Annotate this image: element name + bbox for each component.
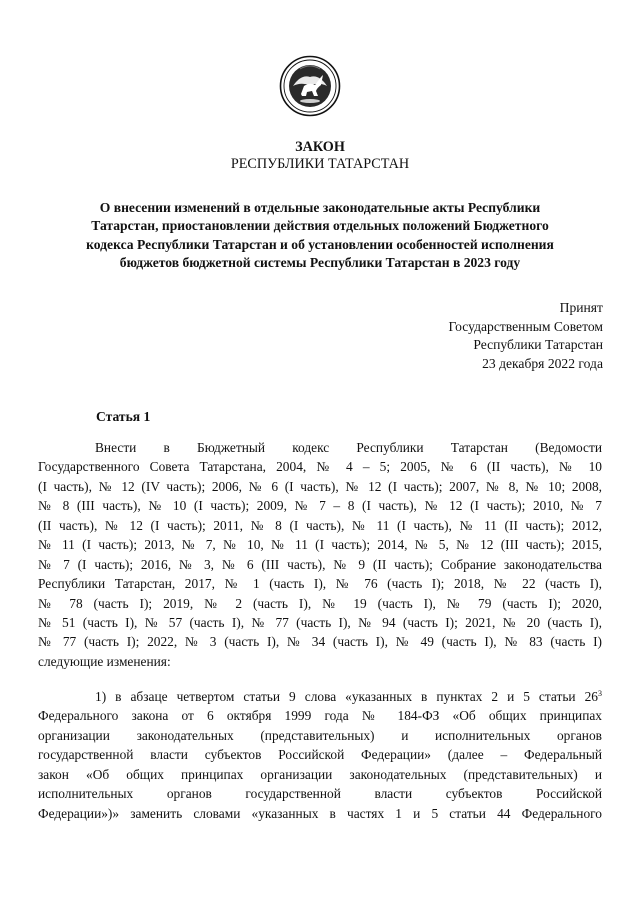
paragraph-line: № 7 (I часть); 2016, № 3, № 6 (III часть), № 9 (II часть); Собрание законодательства [38, 556, 602, 572]
superscript: 3 [598, 689, 602, 698]
adopted-by-republic: Республики Татарстан [473, 337, 603, 353]
adoption-block [448, 299, 603, 373]
paragraph-line: государственной власти субъектов Российской Федерации» (далее – Федеральный [38, 747, 602, 763]
paragraph-line: № 8 (III часть), № 10 (I часть); 2009, № 7 – 8 (I часть), № 12 (I часть); 2010, № 7 [38, 498, 602, 514]
paragraph-line: закон «Об общих принципах организации законодательных (представительных) и [38, 766, 602, 782]
paragraph-line: Государственного Совета Татарстана, 2004, № 4 – 5; 2005, № 6 (II часть), № 10 [38, 459, 602, 475]
heading-line: бюджетов бюджетной системы Республики Татарстан в 2023 году [119, 254, 521, 270]
heading-line: кодекса Республики Татарстан и об установлении особенностей исполнения [86, 236, 554, 252]
paragraph-line: № 77 (часть I); 2022, № 3 (часть I), № 34 (часть I), № 49 (часть I), № 83 (часть I) [38, 634, 602, 650]
paragraph-line: (II часть), № 12 (I часть); 2011, № 8 (I часть), № 11 (I часть), № 11 (II часть); 2012, [38, 517, 602, 533]
adoption-date: 23 декабря 2022 года [482, 355, 603, 371]
article-title: Статья 1 [96, 409, 151, 424]
article-paragraph-1 [38, 438, 602, 671]
law-heading [40, 199, 600, 272]
paragraph-line: № 51 (часть I), № 57 (часть I), № 77 (часть I), № 94 (часть I); 2021, № 20 (часть I), [38, 614, 602, 630]
paragraph-line: организации законодательных (представительных) и исполнительных органов [38, 727, 602, 743]
paragraph-line: исполнительных органов государственной власти субъектов Российской [38, 786, 602, 802]
law-title: ЗАКОН [295, 139, 345, 155]
coat-of-arms-icon [279, 55, 341, 117]
paragraph-line: Внести в Бюджетный кодекс Республики Татарстан (Ведомости [95, 440, 602, 455]
paragraph-line-first [38, 687, 602, 706]
paragraph-line: Федерации»)» заменить словами «указанных в частях 1 и 5 статьи 44 Федерального [38, 805, 602, 821]
adopted-label: Принят [559, 300, 603, 315]
paragraph-line: Республики Татарстан, 2017, № 1 (часть I), № 76 (часть I); 2018, № 22 (часть I), [38, 576, 602, 592]
law-subtitle: РЕСПУБЛИКИ ТАТАРСТАН [230, 156, 410, 172]
paragraph-line: № 11 (I часть); 2013, № 7, № 10, № 11 (I часть); 2014, № 5, № 12 (III часть); 2015, [38, 537, 602, 553]
heading-line: О внесении изменений в отдельные законодательные акты Республики [99, 200, 541, 215]
paragraph-line-text: 1) в абзаце четвертом статьи 9 слова «указанных в пунктах 2 и 5 статьи 26 [95, 689, 598, 704]
paragraph-line: № 78 (часть I); 2019, № 2 (часть I), № 19 (часть I), № 79 (часть I); 2020, [38, 595, 602, 611]
adopted-by: Государственным Советом [448, 318, 603, 334]
paragraph-line: следующие изменения: [38, 653, 171, 669]
article-paragraph-2 [38, 687, 602, 823]
paragraph-line: (I часть), № 12 (IV часть); 2006, № 6 (I часть), № 12 (I часть); 2007, № 8, № 10; 2008, [38, 478, 602, 494]
paragraph-line: Федерального закона от 6 октября 1999 года № 184-ФЗ «Об общих принципах [38, 708, 602, 724]
heading-line: Татарстан, приостановлении действия отдельных положений Бюджетного [91, 218, 549, 234]
